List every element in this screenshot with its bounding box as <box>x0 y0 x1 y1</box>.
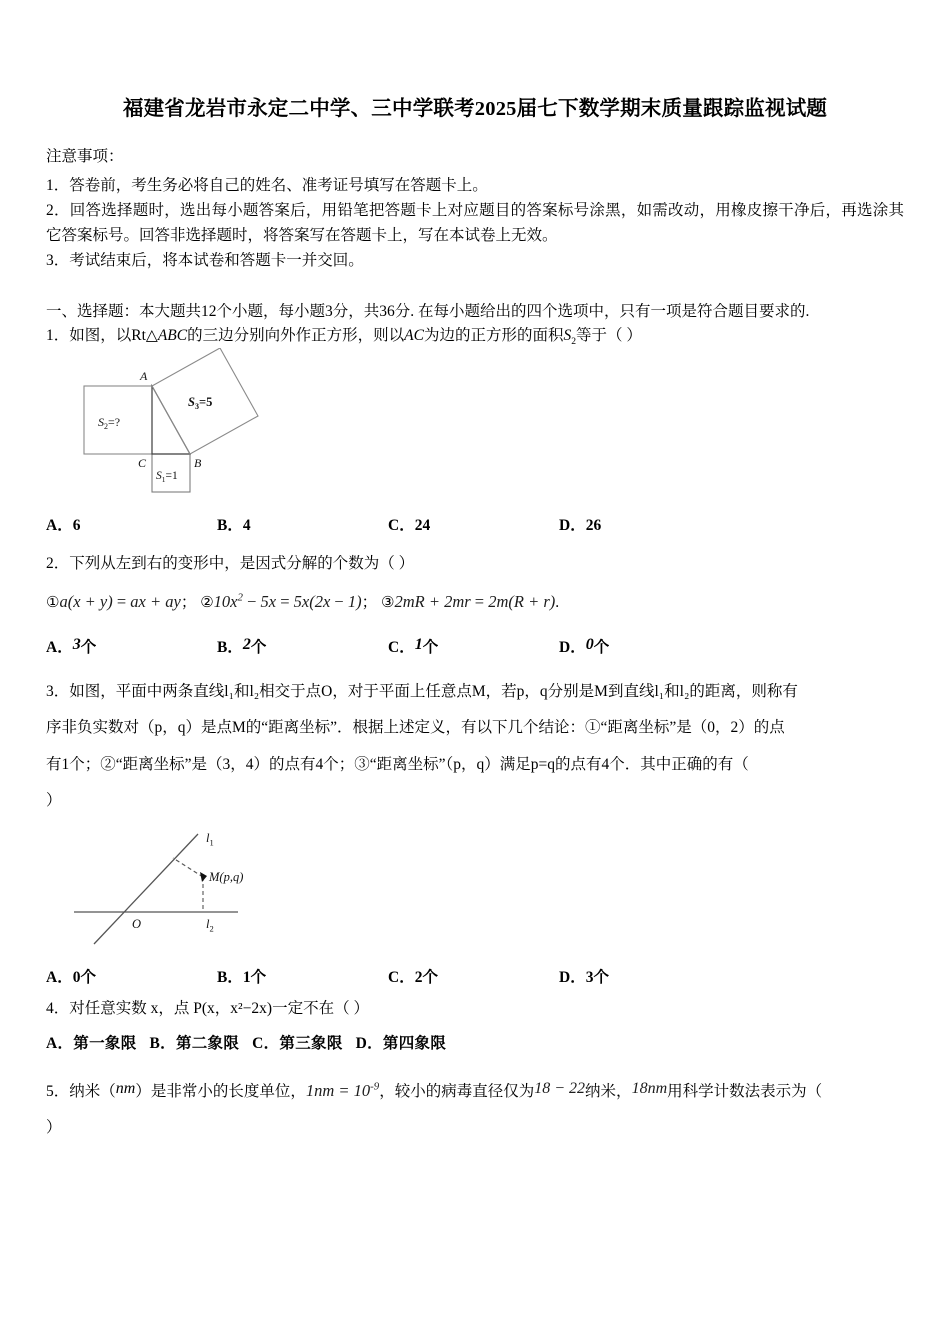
two-intersecting-lines-figure <box>70 820 300 950</box>
question-4-option-a[interactable]: A．第一象限 <box>46 1034 137 1052</box>
question-1-options <box>46 513 904 535</box>
question-3-option-a[interactable]: A．0个 <box>46 968 96 986</box>
dashed-distance-p <box>173 858 203 877</box>
question-4-stem: 4．对任意实数 x，点 P(x，x²−2x)一定不在（ ） <box>46 999 369 1017</box>
question-2-number: 2． <box>46 555 70 573</box>
question-3-line-2: 序非负实数对（p，q）是点M的“距离坐标”．根据上述定义，有以下几个结论：①“距离坐标”是（0，2）的点 <box>46 719 785 737</box>
formula-2-body: $10x^2 - 5x = 5x(2x - 1)$ <box>213 591 362 612</box>
label-square-tilted: $S_3=5$ <box>188 395 213 412</box>
question-1-stem: 1．如图，以Rt△ABC的三边分别向外作正方形，则以AC为边的正方形的面积$S_2$等于（ ） <box>46 327 642 348</box>
question-3-stem <box>46 674 904 820</box>
formula-3-tail: . <box>555 594 560 612</box>
question-3-option-c[interactable]: C．2个 <box>388 968 438 986</box>
label-line-l2: $l_2$ <box>206 916 214 933</box>
question-2-stem: 2．下列从左到右的变形中，是因式分解的个数为（ ） <box>46 555 415 573</box>
formula-2-mark: ② <box>200 593 214 612</box>
question-2-option-c[interactable]: C．1个 <box>388 635 439 656</box>
question-3-option-b[interactable]: B．1个 <box>217 968 267 986</box>
question-5-tail-paren: ） <box>46 1119 62 1137</box>
question-2-option-a[interactable]: A．3个 <box>46 635 97 656</box>
formula-1-tail: ； <box>180 594 197 612</box>
question-3-line-4: ） <box>46 792 62 810</box>
notice-heading: 注意事项： <box>46 147 124 165</box>
formula-3-body: 2mR + 2mr = 2m(R + r) <box>394 592 556 612</box>
question-5-math-nm: nm <box>115 1079 136 1097</box>
question-1-number: 1． <box>46 327 70 345</box>
formula-1-mark: ① <box>46 593 60 612</box>
page-title: 福建省龙岩市永定二中学、三中学联考2025届七下数学期末质量跟踪监视试题 <box>122 98 828 120</box>
question-3-line-3: 有1个；②“距离坐标”是（3，4）的点有4个；③“距离坐标”（p，q）满足p=q的点有4个．其中正确的有（ <box>46 755 749 773</box>
question-5-math-range: 18 − 22 <box>534 1079 586 1097</box>
notice-item-3: 3．考试结束后，将本试卷和答题卡一并交回。 <box>46 252 364 270</box>
question-2-option-b[interactable]: B．2个 <box>217 635 267 656</box>
question-3-line-1: 如图，平面中两条直线l₁和l₂相交于点O，对于平面上任意点M，若p，q分别是M到直线l₁和l₂的距离，则称有 <box>69 682 798 700</box>
question-1-option-a[interactable]: A．6 <box>46 517 81 535</box>
question-1-option-c[interactable]: C．24 <box>388 517 431 535</box>
question-1-option-d[interactable]: D．26 <box>559 517 602 535</box>
question-3-option-d[interactable]: D．3个 <box>559 968 609 986</box>
question-2-formulas <box>46 586 904 617</box>
label-square-small: $S_1=1$ <box>156 470 178 485</box>
question-4-number: 4． <box>46 999 70 1017</box>
question-4-option-b[interactable]: B．第二象限 <box>149 1034 240 1052</box>
notice-item-1: 1．答卷前，考生务必将自己的姓名、准考证号填写在答题卡上。 <box>46 176 488 194</box>
question-5-number: 5． <box>46 1082 70 1100</box>
question-4-options <box>46 1031 904 1053</box>
label-origin-o: O <box>132 916 142 931</box>
question-3-figure-wrap <box>46 820 904 955</box>
formula-2-tail: ； <box>361 594 378 612</box>
question-2-option-d[interactable]: D．0个 <box>559 635 610 656</box>
formula-1-body: a(x + y) = ax + ay <box>59 592 181 612</box>
right-triangle-squares-figure <box>70 348 310 498</box>
label-vertex-c: C <box>138 456 147 471</box>
notice-item-2: 2．回答选择题时，选出每小题答案后，用铅笔把答题卡上对应题目的答案标号涂黑，如需改动，用橡皮擦干净后，再选涂其它答案标号。回答非选择题时，将答案写在答题卡上，写在本试卷上无效。 <box>46 202 904 245</box>
section-heading-choice: 一、选择题：本大题共12个小题，每小题3分，共36分. 在每小题给出的四个选项中，只有一项是符合题目要求的. <box>46 303 810 321</box>
question-4-option-d[interactable]: D．第四象限 <box>355 1034 447 1052</box>
question-1-option-b[interactable]: B．4 <box>217 517 251 535</box>
line-l1 <box>94 834 198 944</box>
question-3-number: 3． <box>46 682 70 700</box>
question-3-options <box>46 965 904 987</box>
question-5-math-1nm: $1nm = 10^{-9}$ <box>305 1080 380 1100</box>
question-1-figure-wrap <box>46 348 904 503</box>
label-vertex-b: B <box>194 456 202 471</box>
question-5-stem: 5．纳米（nm）是非常小的长度单位，$1nm = 10^{-9}$，较小的病毒直径仅为18 − 22纳米，18nm用科学计数法表示为（ ） <box>46 1070 904 1147</box>
question-2-options <box>46 635 904 657</box>
label-line-l1: $l_1$ <box>206 830 214 847</box>
label-point-m: M(p,q) <box>209 869 244 884</box>
formula-3-mark: ③ <box>381 593 395 612</box>
question-5-math-18nm: 18nm <box>631 1079 668 1097</box>
label-square-left: $S_2=$? <box>98 415 121 432</box>
label-vertex-a: A <box>140 369 148 384</box>
question-4-option-c[interactable]: C．第三象限 <box>252 1034 343 1052</box>
